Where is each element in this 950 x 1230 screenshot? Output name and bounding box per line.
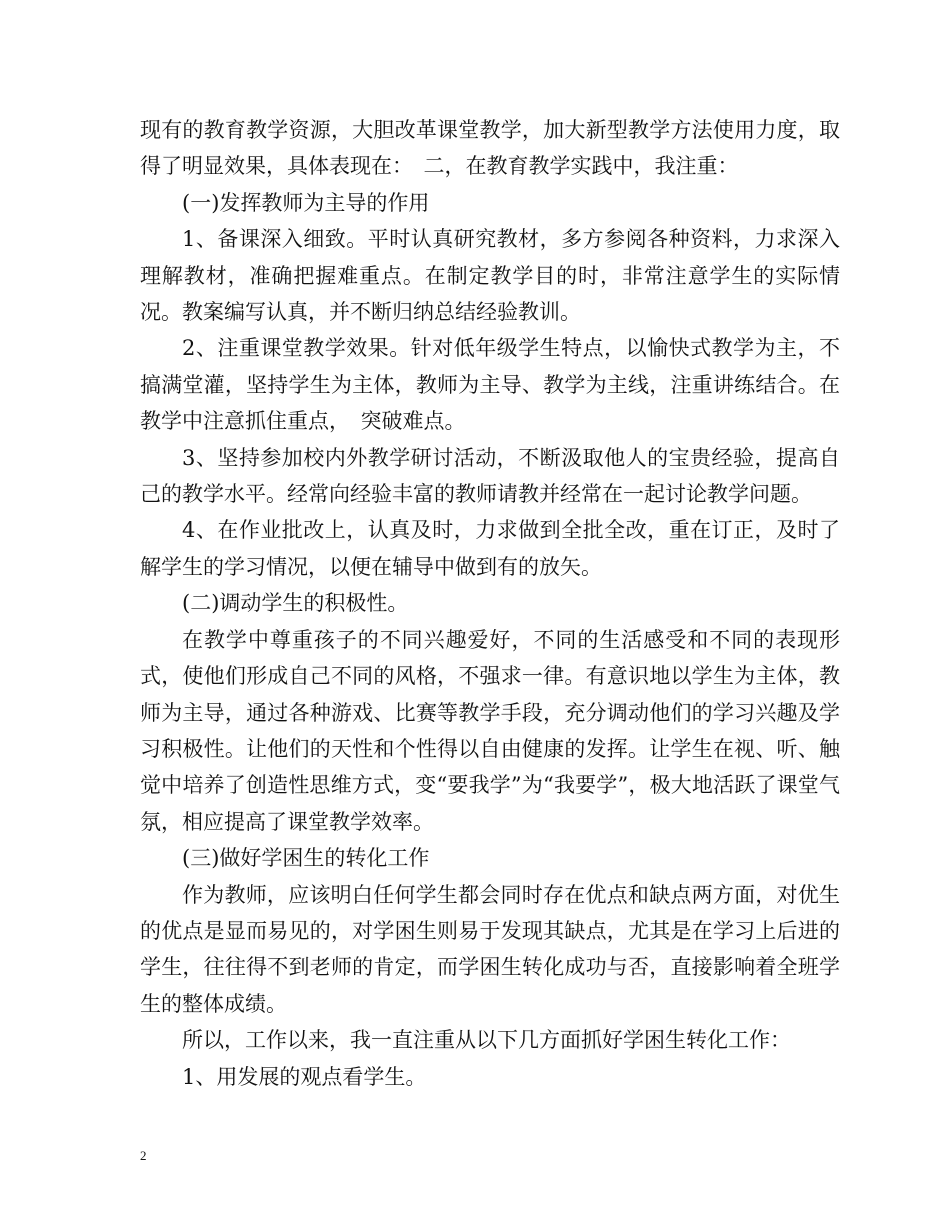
paragraph: 3、坚持参加校内外教学研讨活动，不断汲取他人的宝贵经验，提高自己的教学水平。经常向经验丰富的教师请教并经常在一起讨论教学问题。 [140, 445, 840, 507]
page-number: 2 [140, 1148, 147, 1163]
paragraph: 所以，工作以来，我一直注重从以下几方面抓好学困生转化工作： [182, 1028, 791, 1053]
section-heading: (二)调动学生的积极性。 [182, 591, 409, 616]
paragraph: 作为教师，应该明白任何学生都会同时存在优点和缺点两方面，对优生的优点是显而易见的，对学困生则易于发现其缺点，尤其是在学习上后进的学生，往往得不到老师的肯定，而学困生转化成功与否，直接影响着全班学生的整体成绩。 [140, 882, 840, 1016]
paragraph: 在教学中尊重孩子的不同兴趣爱好，不同的生活感受和不同的表现形式，使他们形成自己不同的风格，不强求一律。有意识地以学生为主体，教师为主导，通过各种游戏、比赛等教学手段，充分调动他们的学习兴趣及学习积极性。让他们的天性和个性得以自由健康的发挥。让学生在视、听、触觉中培养了创造性思维方式，变“要我学”为“我要学”，极大地活跃了课堂气氛，相应提高了课堂教学效率。 [140, 627, 840, 834]
section-heading: (一)发挥教师为主导的作用 [182, 190, 430, 215]
paragraph: 2、注重课堂教学效果。针对低年级学生特点，以愉快式教学为主，不搞满堂灌，坚持学生为主体，教师为主导、教学为主线，注重讲练结合。在教学中注意抓住重点， 突破难点。 [140, 336, 840, 434]
paragraph: 现有的教育教学资源，大胆改革课堂教学，加大新型教学方法使用力度，取得了明显效果，具体表现在： 二，在教育教学实践中，我注重： [140, 118, 840, 179]
document-body [140, 112, 840, 1095]
paragraph: 4、在作业批改上，认真及时，力求做到全批全改，重在订正，及时了解学生的学习情况，以便在辅导中做到有的放矢。 [140, 518, 840, 579]
paragraph: 1、备课深入细致。平时认真研究教材，多方参阅各种资料，力求深入理解教材，准确把握难重点。在制定教学目的时，非常注意学生的实际情况。教案编写认真，并不断归纳总结经验教训。 [140, 227, 840, 325]
paragraph: 1、用发展的观点看学生。 [182, 1064, 427, 1089]
section-heading: (三)做好学困生的转化工作 [182, 846, 430, 871]
